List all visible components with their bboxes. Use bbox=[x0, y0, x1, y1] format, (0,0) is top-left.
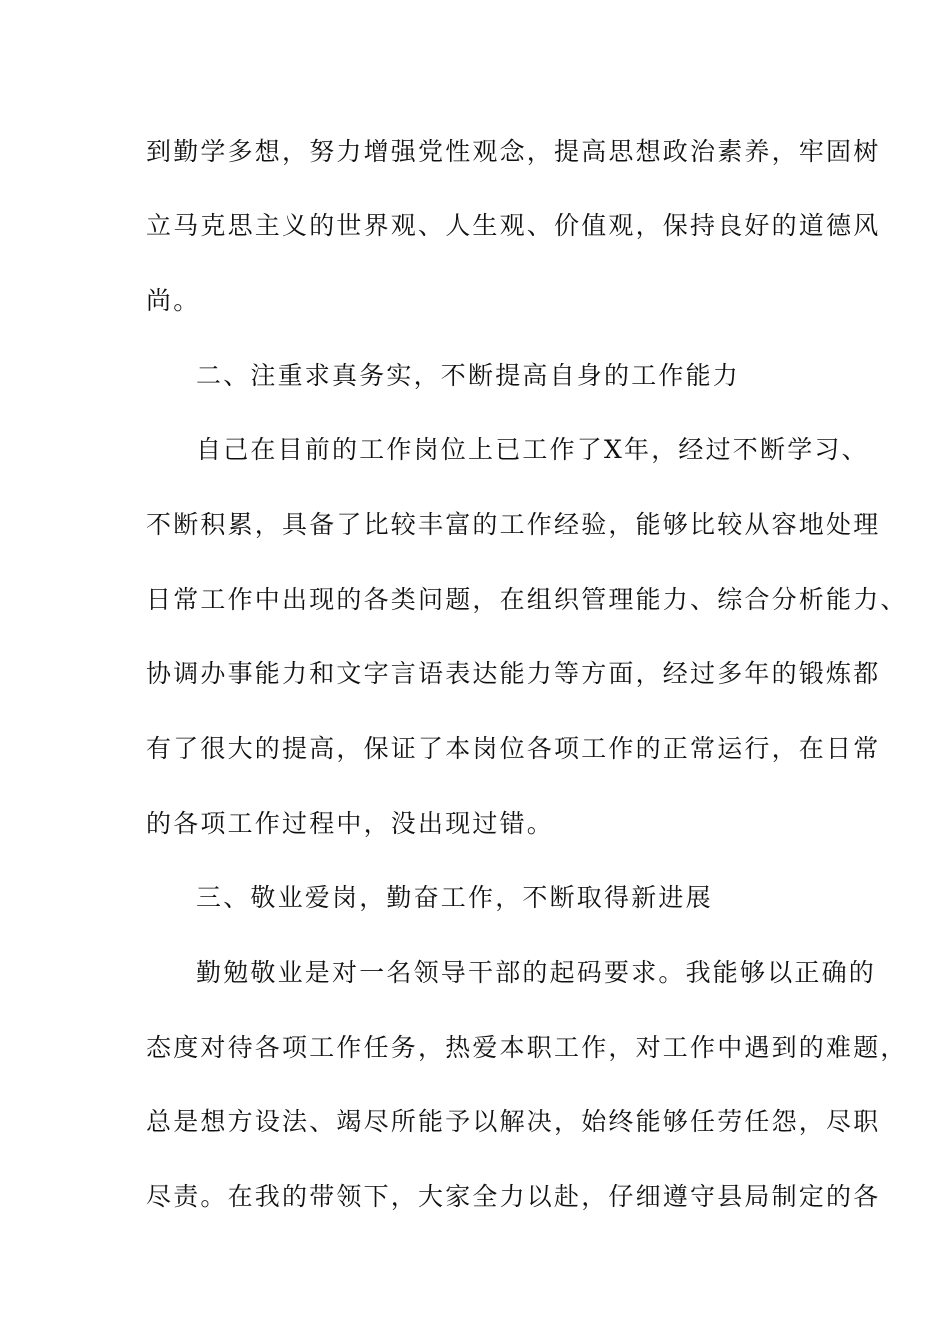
paragraph-line: 总是想方设法、竭尽所能予以解决，始终能够任劳任怨，尽职 bbox=[146, 1107, 881, 1136]
section-heading-2: 二、注重求真务实，不断提高自身的工作能力 bbox=[196, 361, 741, 390]
paragraph-line: 到勤学多想，努力增强党性观念，提高思想政治素养，牢固树 bbox=[146, 137, 881, 166]
paragraph-line: 自己在目前的工作岗位上已工作了X年，经过不断学习、 bbox=[196, 435, 869, 464]
paragraph-line: 不断积累，具备了比较丰富的工作经验，能够比较从容地处理 bbox=[146, 510, 881, 539]
paragraph-line: 尽责。在我的带领下，大家全力以赴，仔细遵守县局制定的各 bbox=[146, 1182, 881, 1211]
paragraph-line: 有了很大的提高，保证了本岗位各项工作的正常运行，在日常 bbox=[146, 734, 881, 763]
paragraph-line: 尚。 bbox=[146, 286, 201, 315]
paragraph-line: 立马克思主义的世界观、人生观、价值观，保持良好的道德风 bbox=[146, 211, 881, 240]
paragraph-line: 勤勉敬业是对一名领导干部的起码要求。我能够以正确的 bbox=[196, 958, 877, 987]
section-heading-3: 三、敬业爱岗，勤奋工作，不断取得新进展 bbox=[196, 883, 713, 912]
paragraph-line: 的各项工作过程中，没出现过错。 bbox=[146, 809, 555, 838]
paragraph-line: 日常工作中出现的各类问题，在组织管理能力、综合分析能力、 bbox=[146, 585, 908, 614]
paragraph-line: 态度对待各项工作任务，热爱本职工作，对工作中遇到的难题， bbox=[146, 1033, 908, 1062]
paragraph-line: 协调办事能力和文字言语表达能力等方面，经过多年的锻炼都 bbox=[146, 659, 881, 688]
